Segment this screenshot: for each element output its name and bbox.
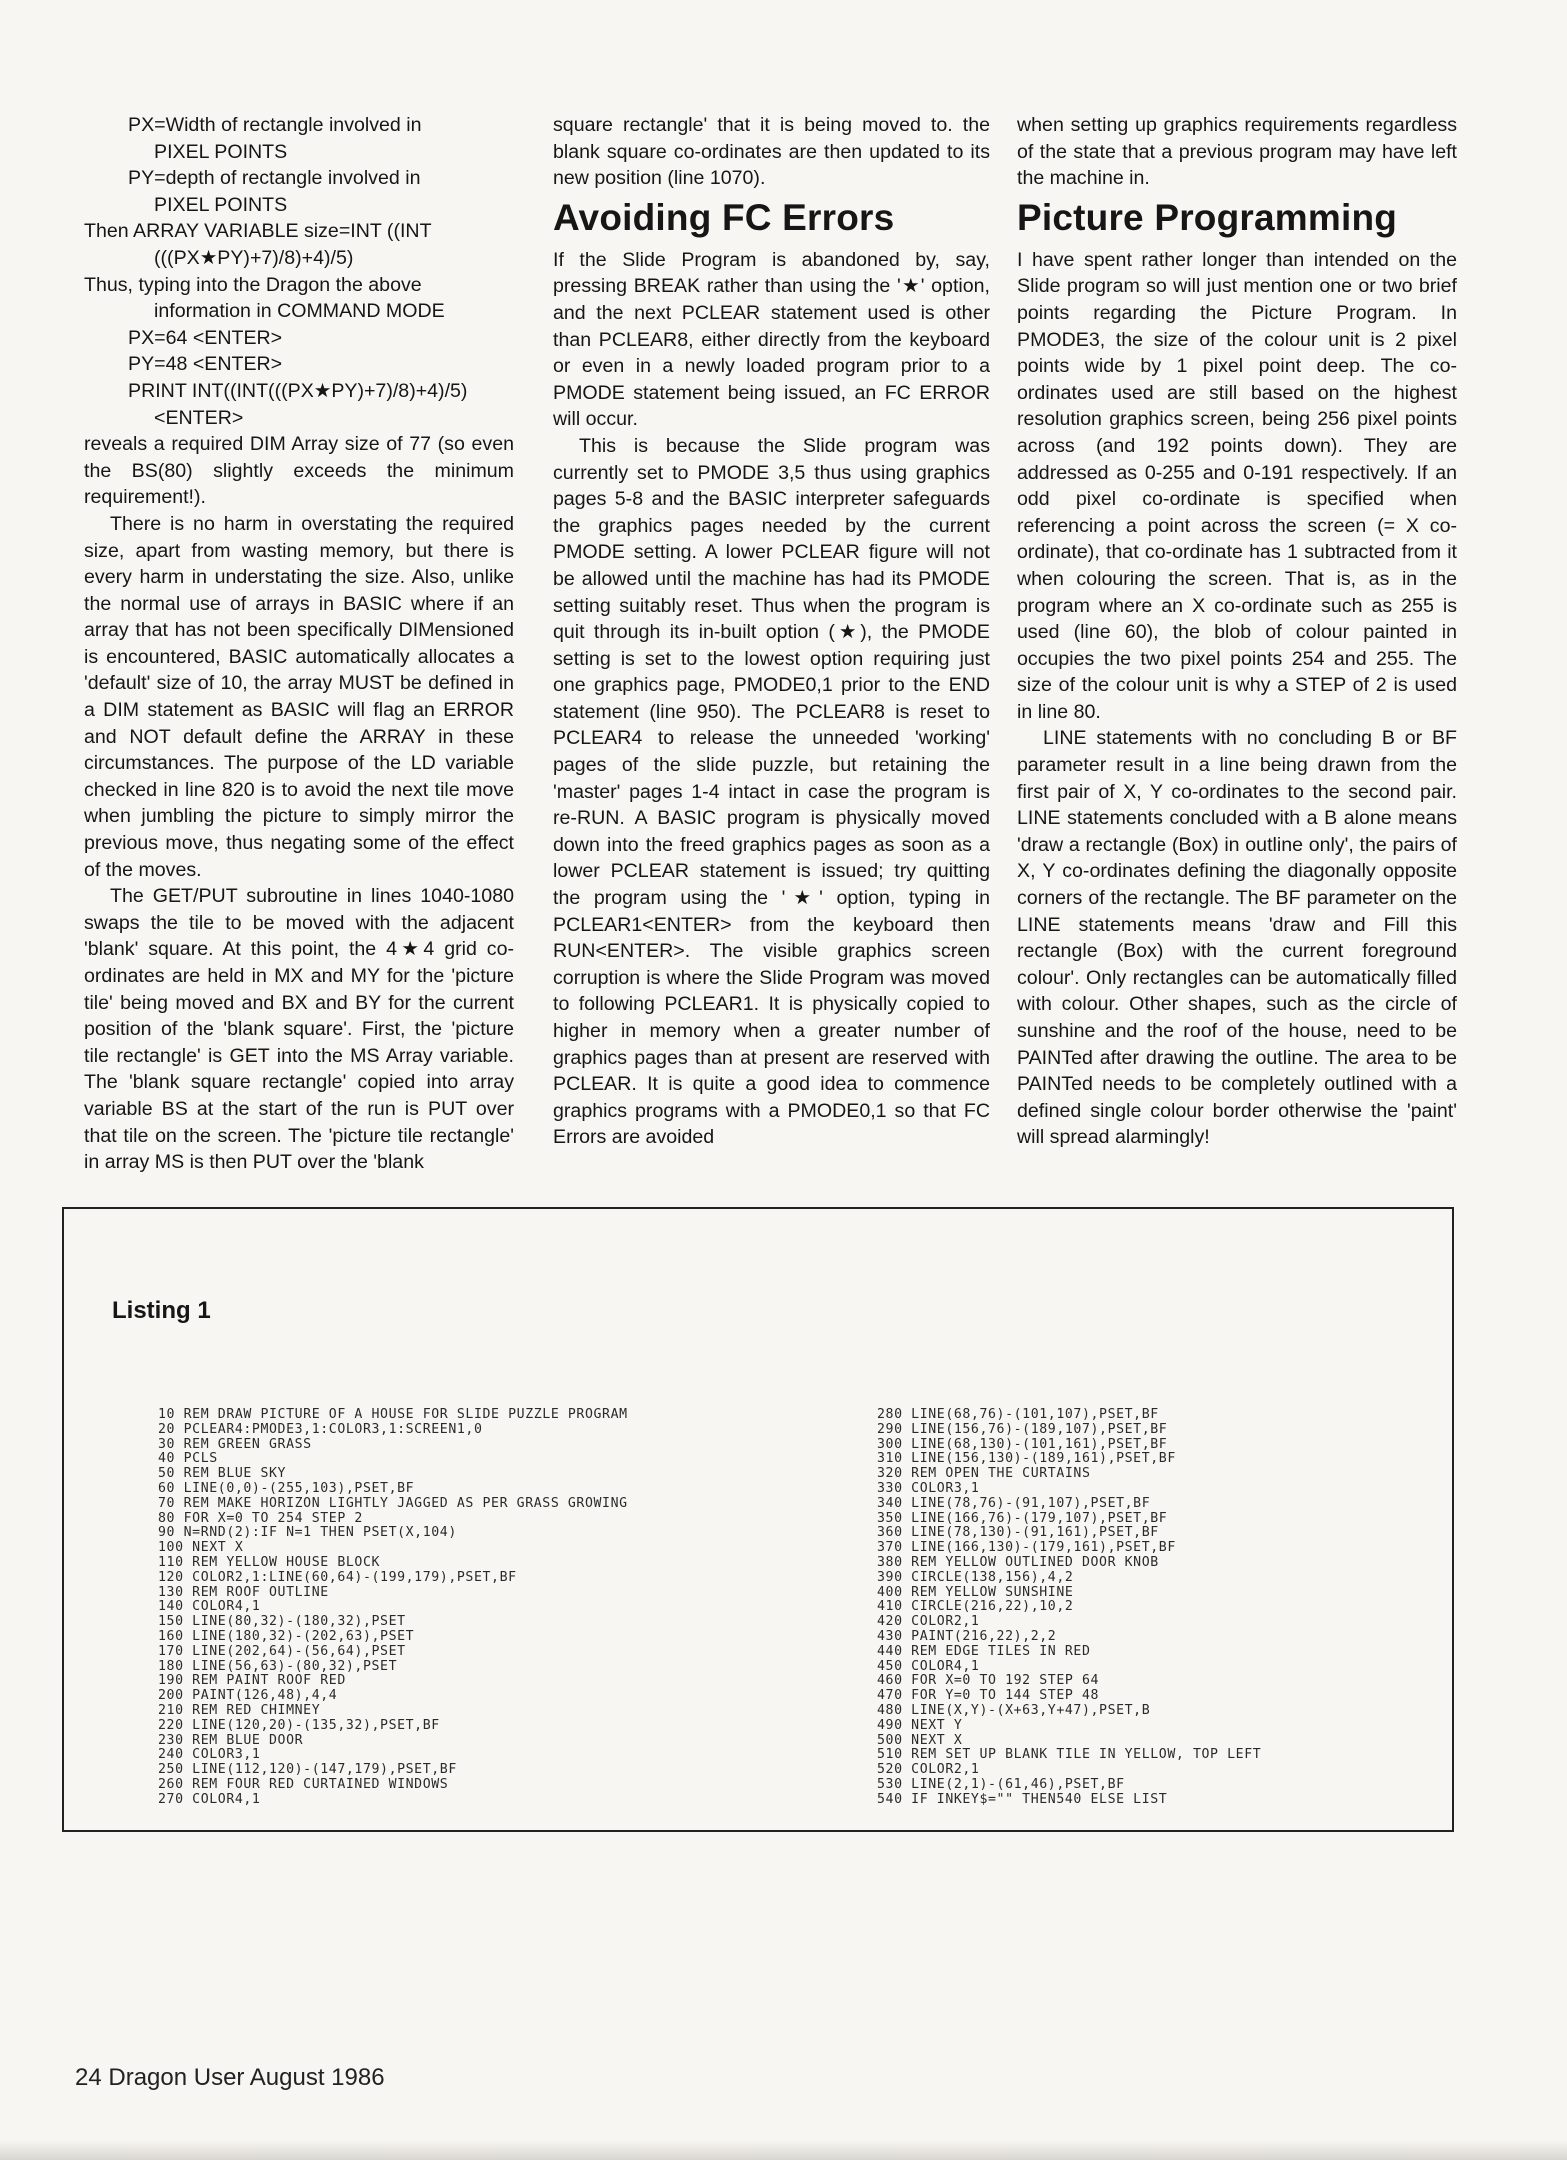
heading-picture-programming: Picture Programming [1017, 196, 1398, 238]
code-line: 110 REM YELLOW HOUSE BLOCK [158, 1554, 381, 1570]
code-line: 150 LINE(80,32)-(180,32),PSET [158, 1614, 406, 1630]
code-line: 360 LINE(78,130)-(91,161),PSET,BF [877, 1525, 1159, 1541]
code-line: 530 LINE(2,1)-(61,46),PSET,BF [877, 1776, 1125, 1792]
code-line: 320 REM OPEN THE CURTAINS [877, 1466, 1091, 1482]
code-line: 30 REM GREEN GRASS [158, 1436, 312, 1452]
listing-title: Listing 1 [112, 1297, 211, 1324]
col2-paragraph-0: square rectangle' that it is being moved to. the blank square co-ordinates are then updated to its new position (line 1070). [553, 114, 990, 190]
col3-paragraph-0: when setting up graphics requirements regardless of the state that a previous program may have left the machine in. [1017, 114, 1457, 190]
code-line: 280 LINE(68,76)-(101,107),PSET,BF [877, 1407, 1159, 1422]
col2-paragraph-2: This is because the Slide program was currently set to PMODE 3,5 thus using graphics pages 5-8 and the BASIC interpreter safeguards the graphics pages needed by the current PMODE setting. A lower PCLEAR figure will not be allowed until the machine has had its PMODE setting suitably reset. Thus when the program is quit through its in-built option (★), the PMODE setting is set to the lowest option requiring just one graphics page, PMODE0,1 prior to the END statement (line 950). The PCLEAR8 is reset to PCLEAR4 to release the unneeded 'working' pages of the slide puzzle, but retaining the 'master' pages 1-4 intact in case the program is re-RUN. A BASIC program is physically moved down into the freed graphics pages as soon as a lower PCLEAR statement is issued; try quitting the program using the '★' option, typing in PCLEAR1<ENTER> from the keyboard then RUN<ENTER>. The visible graphics screen corruption is where the Slide Program was moved to following PCLEAR1. It is physically copied to higher in memory when a greater number of graphics pages than at present are reserved with PCLEAR. It is quite a good idea to commence graphics programs with a PMODE0,1 so that FC Errors are avoided [553, 434, 990, 1149]
page-edge-shadow [0, 2140, 1567, 2160]
code-line: 240 COLOR3,1 [158, 1747, 261, 1763]
code-line: 170 LINE(202,64)-(56,64),PSET [158, 1643, 406, 1659]
code-line: 90 N=RND(2):IF N=1 THEN PSET(X,104) [158, 1525, 457, 1541]
code-line: 120 COLOR2,1:LINE(60,64)-(199,179),PSET,BF [158, 1569, 517, 1585]
formula-line: PY=depth of rectangle involved in [128, 167, 421, 190]
column-3 [1017, 112, 1457, 1151]
code-line: 420 COLOR2,1 [877, 1614, 980, 1630]
formula-line: PRINT INT((INT(((PX★PY)+7)/8)+4)/5) <ENTER> [128, 379, 468, 429]
formula-line: Then ARRAY VARIABLE size=INT ((INT (((PX★PY)+7)/8)+4)/5) [84, 220, 432, 269]
listing-code-right [877, 1408, 1261, 1808]
formula-line: PX=Width of rectangle involved in [128, 114, 422, 136]
code-line: 40 PCLS [158, 1451, 218, 1467]
col3-paragraph-2: LINE statements with no concluding B or BF parameter result in a line being drawn from the first pair of X, Y co-ordinates to the second pair. LINE statements concluded with a B alone means 'draw a rectangle (Box) in outline only', the pairs of X, Y co-ordinates defining the diagonally opposite corners of the rectangle. The BF parameter on the LINE statements means 'draw and Fill this rectangle (Box) with the current foreground colour'. Only rectangles can be automatically filled with colour. Other shapes, such as the circle of sunshine and the roof of the house, need to be PAINTed after drawing the outline. The area to be PAINTed needs to be completely outlined with a defined single colour border otherwise the 'paint' will spread alarmingly! [1017, 727, 1457, 1149]
code-line: 70 REM MAKE HORIZON LIGHTLY JAGGED AS PER GRASS GROWING [158, 1495, 628, 1511]
formula-line: PIXEL POINTS [154, 193, 288, 216]
code-line: 20 PCLEAR4:PMODE3,1:COLOR3,1:SCREEN1,0 [158, 1421, 483, 1437]
column-2 [553, 112, 990, 1151]
code-line: 430 PAINT(216,22),2,2 [877, 1628, 1057, 1644]
code-line: 340 LINE(78,76)-(91,107),PSET,BF [877, 1495, 1151, 1511]
code-line: 390 CIRCLE(138,156),4,2 [877, 1569, 1074, 1585]
formula-line: PIXEL POINTS [154, 140, 288, 163]
formula-line: PX=64 <ENTER> [128, 326, 283, 349]
code-line: 130 REM ROOF OUTLINE [158, 1584, 329, 1600]
code-line: 50 REM BLUE SKY [158, 1466, 287, 1482]
col1-paragraph-3: The GET/PUT subroutine in lines 1040-1080 swaps the tile to be moved with the adjacent 'blank' square. At this point, the 4★4 grid co-ordinates are held in MX and MY for the 'picture tile' being moved and BX and BY for the current position of the 'blank square'. First, the 'picture tile rectangle' is GET into the MS Array variable. The 'blank square rectangle' copied into array variable BS at the start of the run is PUT over that tile on the screen. The 'picture tile rectangle' in array MS is then PUT over the 'blank [84, 885, 514, 1174]
code-line: 470 FOR Y=0 TO 144 STEP 48 [877, 1688, 1100, 1704]
code-line: 200 PAINT(126,48),4,4 [158, 1688, 338, 1704]
code-line: 520 COLOR2,1 [877, 1762, 980, 1778]
code-line: 490 NEXT Y [877, 1717, 963, 1733]
code-line: 230 REM BLUE DOOR [158, 1732, 304, 1748]
code-line: 60 LINE(0,0)-(255,103),PSET,BF [158, 1480, 415, 1496]
page-footer: 24 Dragon User August 1986 [75, 2064, 385, 2091]
listing-code-left [158, 1408, 628, 1808]
code-line: 300 LINE(68,130)-(101,161),PSET,BF [877, 1436, 1168, 1452]
code-line: 310 LINE(156,130)-(189,161),PSET,BF [877, 1451, 1176, 1467]
code-line: 290 LINE(156,76)-(189,107),PSET,BF [877, 1421, 1168, 1437]
code-line: 180 LINE(56,63)-(80,32),PSET [158, 1658, 398, 1674]
code-line: 330 COLOR3,1 [877, 1480, 980, 1496]
code-line: 480 LINE(X,Y)-(X+63,Y+47),PSET,B [877, 1702, 1151, 1718]
code-line: 460 FOR X=0 TO 192 STEP 64 [877, 1673, 1100, 1689]
code-line: 380 REM YELLOW OUTLINED DOOR KNOB [877, 1554, 1159, 1570]
code-line: 370 LINE(166,130)-(179,161),PSET,BF [877, 1540, 1176, 1556]
code-line: 220 LINE(120,20)-(135,32),PSET,BF [158, 1717, 440, 1733]
code-line: 210 REM RED CHIMNEY [158, 1702, 321, 1718]
code-line: 400 REM YELLOW SUNSHINE [877, 1584, 1074, 1600]
col3-paragraph-1: I have spent rather longer than intended on the Slide program so will just mention one or two brief points regarding the Picture Program. In PMODE3, the size of the colour unit is 2 pixel points wide by 1 pixel point deep. The co-ordinates used are still based on the highest resolution graphics screen, being 256 pixel points across (and 192 points down). They are addressed as 0-255 and 0-191 respectively. If an odd pixel co-ordinate is specified when referencing a point across the screen (= X co-ordinate), that co-ordinate has 1 subtracted from it when colouring the screen. That is, as in the program where an X co-ordinate such as 255 is used (line 60), the blob of colour painted in occupies the two pixel points 254 and 255. The size of the colour unit is why a STEP of 2 is used in line 80. [1017, 248, 1457, 723]
code-line: 270 COLOR4,1 [158, 1791, 261, 1807]
formula-line: Thus, typing into the Dragon the above information in COMMAND MODE [84, 273, 445, 323]
code-line: 540 IF INKEY$="" THEN540 ELSE LIST [877, 1791, 1168, 1807]
col1-paragraph-1: reveals a required DIM Array size of 77 (so even the BS(80) slightly exceeds the minimum requirement!). [84, 433, 514, 509]
col1-paragraph-2: There is no harm in overstating the required size, apart from wasting memory, but there is every harm in understating the size. Also, unlike the normal use of arrays in BASIC where if an array that has not been specifically DIMensioned is encountered, BASIC automatically allocates a 'default' size of 10, the array MUST be defined in a DIM statement as BASIC will flag an ERROR and NOT default define the ARRAY in these circumstances. The purpose of the LD variable checked in line 820 is to avoid the next tile move when jumbling the picture to simply mirror the previous move, thus negating some of the effect of the moves. [84, 512, 514, 881]
code-line: 350 LINE(166,76)-(179,107),PSET,BF [877, 1510, 1168, 1526]
code-line: 10 REM DRAW PICTURE OF A HOUSE FOR SLIDE PUZZLE PROGRAM [158, 1407, 628, 1422]
code-line: 450 COLOR4,1 [877, 1658, 980, 1674]
code-line: 260 REM FOUR RED CURTAINED WINDOWS [158, 1776, 449, 1792]
code-line: 510 REM SET UP BLANK TILE IN YELLOW, TOP LEFT [877, 1747, 1262, 1763]
col2-paragraph-1: If the Slide Program is abandoned by, say, pressing BREAK rather than using the '★' option, and the next PCLEAR statement used is other than PCLEAR8, either directly from the keyboard or even in a newly loaded program prior to a PMODE statement being issued, an FC ERROR will occur. [553, 248, 990, 431]
code-line: 140 COLOR4,1 [158, 1599, 261, 1615]
column-1 [84, 112, 514, 1176]
formula-line: PY=48 <ENTER> [128, 353, 283, 376]
code-line: 160 LINE(180,32)-(202,63),PSET [158, 1628, 415, 1644]
code-line: 500 NEXT X [877, 1732, 963, 1748]
code-line: 80 FOR X=0 TO 254 STEP 2 [158, 1510, 363, 1526]
code-line: 440 REM EDGE TILES IN RED [877, 1643, 1091, 1659]
code-line: 250 LINE(112,120)-(147,179),PSET,BF [158, 1762, 457, 1778]
code-line: 410 CIRCLE(216,22),10,2 [877, 1599, 1074, 1615]
code-line: 190 REM PAINT ROOF RED [158, 1673, 346, 1689]
code-line: 100 NEXT X [158, 1540, 244, 1556]
array-size-formula-block [84, 112, 514, 431]
heading-avoiding-fc-errors: Avoiding FC Errors [553, 196, 895, 238]
